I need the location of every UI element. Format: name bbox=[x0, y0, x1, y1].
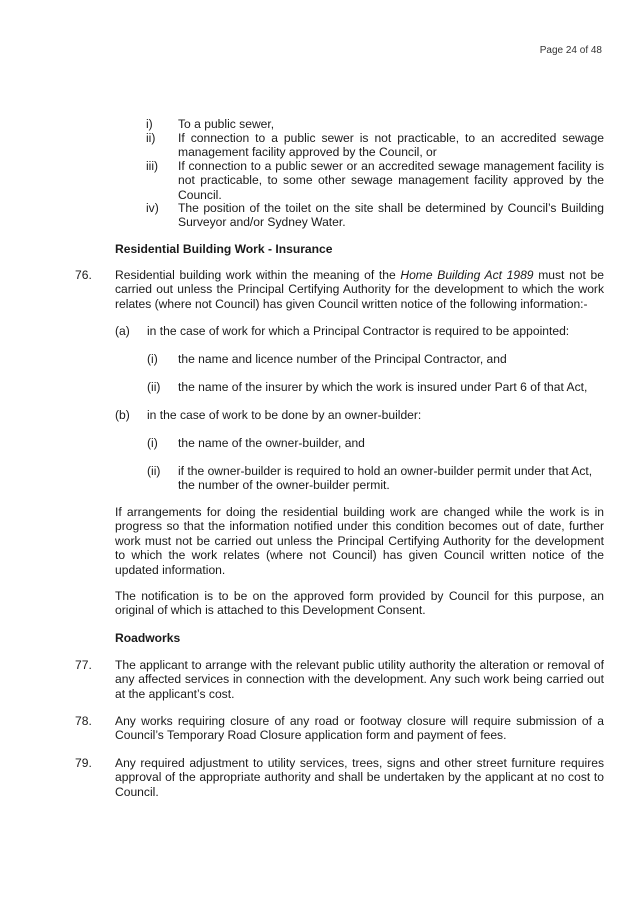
subitem-label: (ii) bbox=[147, 380, 161, 394]
section-heading-insurance: Residential Building Work - Insurance bbox=[115, 242, 333, 256]
subitem-text: the name and licence number of the Principal Contractor, and bbox=[178, 352, 507, 366]
condition-number: 76. bbox=[75, 268, 92, 282]
subitem-text: the name of the owner-builder, and bbox=[178, 436, 365, 450]
act-name: Home Building Act 1989 bbox=[400, 268, 534, 282]
subitem-label: (i) bbox=[147, 352, 158, 366]
subitem-label: (i) bbox=[147, 436, 158, 450]
condition-text-after: must not be carried out unless the Principal Certifying Authority for the development to which the work relates (where not Council) has given Council written notice of the following information:- bbox=[115, 268, 604, 311]
list-item-label: ii) bbox=[146, 131, 156, 145]
condition-number: 78. bbox=[75, 714, 92, 728]
subitem-label: (ii) bbox=[147, 464, 161, 478]
condition-text bbox=[115, 268, 604, 311]
item-text: in the case of work to be done by an owner-builder: bbox=[147, 408, 422, 422]
condition-text-before: Residential building work within the meaning of the bbox=[115, 268, 401, 282]
paragraph-arrangements: If arrangements for doing the residential building work are changed while the work is in progress so that the information notified under this condition becomes out of date, further work must not be carried out unless the Principal Certifying Authority for the development to which the work relates (where not Council) has given Council written notice of the updated information. bbox=[115, 505, 604, 577]
item-label: (b) bbox=[115, 408, 130, 422]
list-item-label: iii) bbox=[146, 159, 159, 173]
condition-text: Any works requiring closure of any road or footway closure will require submission of a Council’s Temporary Road Closure application form and payment of fees. bbox=[115, 714, 604, 743]
subitem-text: the name of the insurer by which the work is insured under Part 6 of that Act, bbox=[178, 380, 588, 394]
condition-text: Any required adjustment to utility services, trees, signs and other street furniture requires approval of the appropriate authority and shall be undertaken by the applicant at no cost to Council. bbox=[115, 756, 604, 799]
item-text: in the case of work for which a Principal Contractor is required to be appointed: bbox=[147, 324, 570, 338]
section-heading-roadworks: Roadworks bbox=[115, 631, 181, 645]
list-item-label: iv) bbox=[146, 201, 159, 215]
item-label: (a) bbox=[115, 324, 130, 338]
list-item-text: The position of the toilet on the site shall be determined by Council’s Building Surveyor and/or Sydney Water. bbox=[178, 201, 604, 230]
list-item-text: To a public sewer, bbox=[178, 117, 275, 131]
condition-number: 77. bbox=[75, 658, 92, 672]
list-item-text: If connection to a public sewer or an accredited sewage management facility is not practicable, to some other sewage management facility approved by the Council. bbox=[178, 159, 604, 202]
page-number: Page 24 of 48 bbox=[539, 45, 602, 56]
list-item-label: i) bbox=[146, 117, 153, 131]
subitem-text: if the owner-builder is required to hold an owner-builder permit under that Act, the number of the owner-builder permit. bbox=[178, 464, 593, 493]
condition-number: 79. bbox=[75, 756, 92, 770]
condition-text: The applicant to arrange with the relevant public utility authority the alteration or removal of any affected services in connection with the development. Any such work being carried out at the applicant’s cost. bbox=[115, 658, 604, 701]
paragraph-notification: The notification is to be on the approved form provided by Council for this purpose, an original of which is attached to this Development Consent. bbox=[115, 589, 604, 618]
list-item-text: If connection to a public sewer is not practicable, to an accredited sewage management facility approved by the Council, or bbox=[178, 131, 604, 160]
